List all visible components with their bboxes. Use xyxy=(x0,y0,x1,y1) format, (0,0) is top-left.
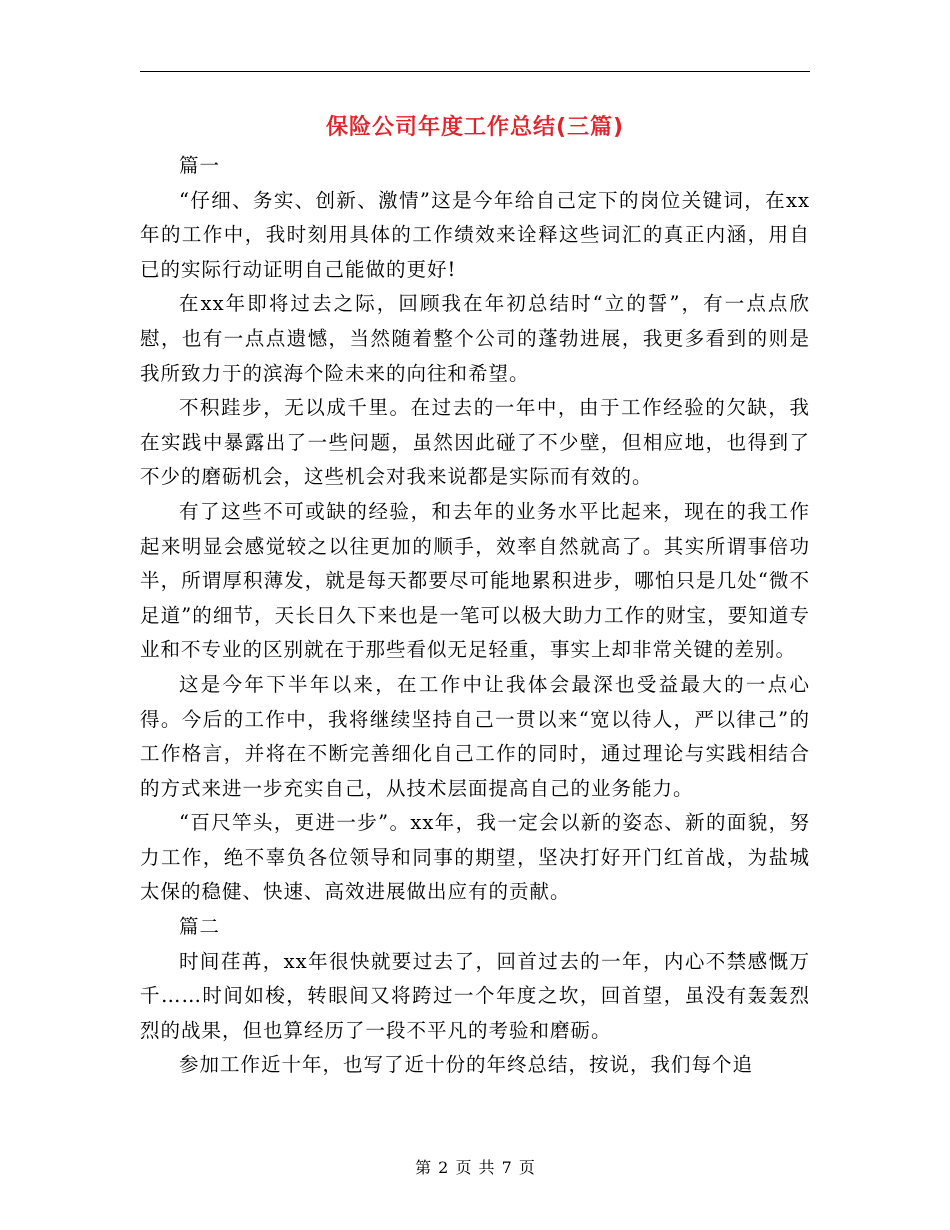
paragraph: 参加工作近十年，也写了近十份的年终总结，按说，我们每个追 xyxy=(179,1053,754,1077)
paragraph: “百尺竿头，更进一步”。xx年，我一定会以新的姿态、新的面貌，努力工作，绝不辜负各位领导和同事的期望，坚决打好开门红首战，为盐城太保的稳健、快速、高效进展做出应有的贡献。 xyxy=(140,811,810,904)
section-heading-1: 篇一 xyxy=(179,154,221,177)
paragraph: 时间荏苒，xx年很快就要过去了，回首过去的一年，内心不禁感慨万千……时间如梭，转眼间又将跨过一个年度之坎，回首望，虽没有轰轰烈烈的战果，但也算经历了一段不平凡的考验和磨砺。 xyxy=(140,949,810,1042)
paragraph: “仔细、务实、创新、激情”这是今年给自己定下的岗位关键词，在xx年的工作中，我时刻用具体的工作绩效来诠释这些词汇的真正内涵，用自已的实际行动证明自己能做的更好! xyxy=(140,188,810,281)
paragraph: 这是今年下半年以来，在工作中让我体会最深也受益最大的一点心得。今后的工作中，我将继续坚持自己一贯以来“宽以待人，严以律己”的工作格言，并将在不断完善细化自己工作的同时，通过理论与实践相结合的方式来进一步充实自己，从技术层面提高自己的业务能力。 xyxy=(140,672,810,800)
section-heading-2: 篇二 xyxy=(179,915,221,939)
document-body xyxy=(140,149,810,1083)
paragraph: 有了这些不可或缺的经验，和去年的业务水平比起来，现在的我工作起来明显会感觉较之以往更加的顺手，效率自然就高了。其实所谓事倍功半，所谓厚积薄发，就是每天都要尽可能地累积进步，哪怕只是几处“微不足道”的细节，天长日久下来也是一笔可以极大助力工作的财宝，要知道专业和不专业的区别就在于那些看似无足轻重，事实上却非常关键的差别。 xyxy=(140,499,810,662)
paragraph: 在xx年即将过去之际，回顾我在年初总结时“立的誓”，有一点点欣慰，也有一点点遗憾，当然随着整个公司的蓬勃进展，我更多看到的则是我所致力于的滨海个险未来的向往和希望。 xyxy=(140,292,810,385)
document-title: 保险公司年度工作总结(三篇) xyxy=(325,115,625,140)
page-number: 第 2 页 共 7 页 xyxy=(415,1158,535,1177)
paragraph: 不积跬步，无以成千里。在过去的一年中，由于工作经验的欠缺，我在实践中暴露出了一些问题，虽然因此碰了不少壁，但相应地，也得到了不少的磨砺机会，这些机会对我来说都是实际而有效的。 xyxy=(140,396,810,489)
header-rule xyxy=(140,71,810,72)
